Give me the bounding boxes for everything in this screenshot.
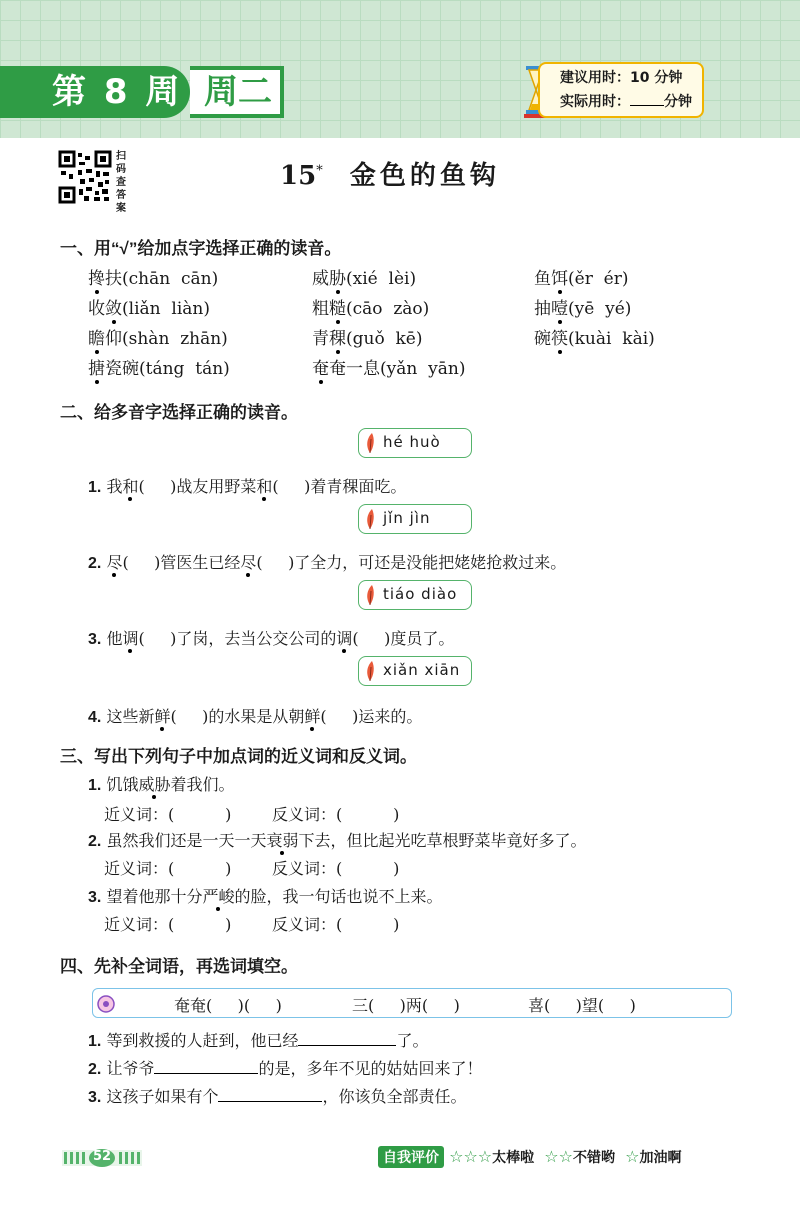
pinyin-box: hé huò (358, 428, 472, 458)
s1-item: 青稞(guǒ kē) (312, 329, 423, 349)
star-icon[interactable]: ☆ (477, 1147, 493, 1166)
pinyin-box: tiáo diào (358, 580, 472, 610)
near-synonym-blank[interactable]: 近义词：( ) (104, 805, 232, 824)
fill-blank[interactable] (218, 1101, 322, 1102)
antonym-blank[interactable]: 反义词：( ) (272, 805, 400, 824)
antonym-blank[interactable]: 反义词：( ) (272, 859, 400, 878)
s2-question: 2. 尽( )管医生已经尽( )了全力，可还是没能把姥姥抢救过来。 (88, 553, 567, 572)
star-icon[interactable]: ☆ (449, 1147, 464, 1166)
star-icon[interactable]: ☆ (558, 1147, 573, 1166)
word-option[interactable]: 三( )两( ) (352, 996, 460, 1015)
fill-blank[interactable] (154, 1073, 258, 1074)
self-eval-label: 自我评价 (378, 1146, 444, 1168)
actual-time: 实际用时： 分钟 (560, 94, 692, 110)
qr-label: 扫码查答案 (116, 151, 126, 214)
star-icon[interactable]: ☆ (544, 1147, 559, 1166)
time-box (538, 62, 704, 118)
section3-heading: 三、写出下列句子中加点词的近义词和反义词。 (60, 747, 417, 766)
s3-sentence: 1. 饥饿威胁着我们。 (88, 775, 235, 794)
near-synonym-blank[interactable]: 近义词：( ) (104, 859, 232, 878)
s1-item: 瞻仰(shàn zhān) (88, 329, 228, 349)
qr-code-icon (58, 150, 112, 204)
section1-heading: 一、用“√”给加点字选择正确的读音。 (60, 239, 342, 258)
feather-icon (363, 659, 377, 683)
antonym-blank[interactable]: 反义词：( ) (272, 915, 400, 934)
s2-question: 3. 他调( )了岗，去当公交公司的调( )度员了。 (88, 629, 455, 648)
section2-heading: 二、给多音字选择正确的读音。 (60, 403, 298, 422)
s1-item: 收敛(liǎn liàn) (88, 299, 210, 319)
feather-icon (363, 583, 377, 607)
pinyin-box: xiǎn xiān (358, 656, 472, 686)
rating-keep-going: 加油啊 (639, 1150, 682, 1166)
s1-item: 碗筷(kuài kài) (534, 329, 655, 349)
day-tab: 周二 (190, 66, 284, 118)
self-evaluation (378, 1146, 682, 1168)
lesson-title (280, 155, 580, 192)
s2-question: 4. 这些新鲜( )的水果是从朝鲜( )运来的。 (88, 707, 423, 726)
word-option[interactable]: 喜( )望( ) (528, 996, 636, 1015)
near-synonym-blank[interactable]: 近义词：( ) (104, 915, 232, 934)
s1-item: 粗糙(cāo zào) (312, 299, 430, 319)
fill-blank[interactable] (298, 1045, 396, 1046)
star-icon[interactable]: ☆ (463, 1147, 478, 1166)
lesson-number: 15 (280, 161, 317, 191)
s3-sentence: 3. 望着他那十分严峻的脸，我一句话也说不上来。 (88, 887, 443, 906)
s1-item: 搪瓷碗(táng tán) (88, 359, 230, 379)
page-number: 52 (92, 1149, 112, 1164)
s4-fill: 2. 让爷爷 的是，多年不见的姑姑回来了！ (88, 1059, 483, 1078)
s1-item: 鱼饵(ěr ér) (534, 269, 629, 289)
s2-question: 1. 我和( )战友用野菜和( )着青稞面吃。 (88, 477, 407, 496)
s1-item: 威胁(xié lèi) (312, 269, 417, 289)
section4-heading: 四、先补全词语，再选词填空。 (60, 957, 298, 976)
feather-icon (363, 431, 377, 455)
s4-fill: 1. 等到救援的人赶到，他已经 了。 (88, 1031, 429, 1050)
suggested-time: 建议用时：10 分钟 (560, 70, 683, 86)
word-option[interactable]: 奄奄( )( ) (174, 996, 282, 1015)
pinyin-box: jǐn jìn (358, 504, 472, 534)
s3-sentence: 2. 虽然我们还是一天一天衰弱下去，但比起光吃草根野菜毕竟好多了。 (88, 831, 587, 850)
s1-item: 搀扶(chān cān) (88, 269, 219, 289)
rating-great: 太棒啦 (492, 1150, 535, 1166)
lesson-title-text: 金色的鱼钩 (349, 161, 500, 191)
star-icon[interactable]: ☆ (625, 1147, 640, 1166)
s1-item: 抽噎(yē yé) (534, 299, 632, 319)
week-tab: 第 8 周 (0, 66, 190, 118)
lesson-mark: * (316, 163, 323, 179)
s4-fill: 3. 这孩子如果有个 ，你该负全部责任。 (88, 1087, 467, 1106)
feather-icon (363, 507, 377, 531)
s1-item: 奄奄一息(yǎn yān) (312, 359, 466, 379)
rating-good: 不错哟 (572, 1150, 615, 1166)
